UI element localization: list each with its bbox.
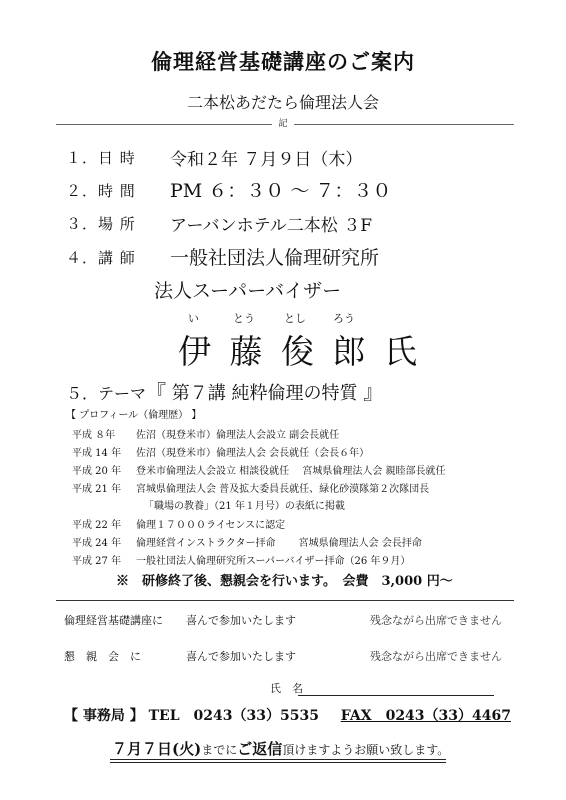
deadline-mid: までに xyxy=(201,743,238,757)
item-place-value: アーバンホテル二本松 ３F xyxy=(170,216,372,236)
name-label: 氏 名 xyxy=(270,682,303,695)
speaker-ruby-4: ろう xyxy=(333,312,355,325)
office-contact xyxy=(64,705,511,725)
profile-row: 平成 14 年 佐沼（現登米市）倫理法人会 会長就任（会長６年） xyxy=(72,448,370,459)
page-title: 倫理経営基礎講座のご案内 xyxy=(151,49,415,74)
item-lecturer-org: 一般社団法人倫理研究所 xyxy=(170,247,380,269)
cut-line xyxy=(56,600,514,601)
speaker-role: 法人スーパーバイザー xyxy=(154,280,342,302)
speaker-ruby-3: とし xyxy=(284,312,306,325)
theme-text: 第７講 純粋倫理の特質 xyxy=(166,383,364,404)
rsvp-party-decline-option[interactable]: 残念ながら出席できません xyxy=(370,650,502,663)
rsvp-party-label: 懇 親 会 に xyxy=(64,650,141,663)
profile-heading: 【 プロフィール（倫理歴） 】 xyxy=(66,410,202,421)
deadline-underline xyxy=(110,759,446,760)
deadline-date: ７月７日(火) xyxy=(112,740,202,758)
item-date-label: １．日 時 xyxy=(66,149,136,167)
theme-close-quote: 』 xyxy=(363,380,384,404)
organizer-name: 二本松あだたら倫理法人会 xyxy=(186,93,379,112)
item-date-value: 令和２年 ７月９日（木） xyxy=(170,150,363,170)
profile-row: 平成 ８年 佐沼（現登米市）倫理法人会設立 副会長就任 xyxy=(72,430,340,441)
office-tel: TEL 0243（33）5535 xyxy=(148,708,319,724)
speaker-name: 伊 藤 俊 郎 氏 xyxy=(178,332,421,371)
rsvp-course-label: 倫理経営基礎講座に xyxy=(64,614,163,627)
profile-row: 平成 21 年 宮城県倫理法人会 普及拡大委員長就任、緑化砂漠隊第２次隊団長 xyxy=(72,484,430,495)
item-time-label: ２．時 間 xyxy=(66,182,136,200)
reply-deadline xyxy=(112,738,449,759)
ki-mark: 記 xyxy=(0,116,566,129)
profile-row: 「職場の教養」（21 年１月号）の表紙に掲載 xyxy=(144,501,345,512)
item-time-value: PM ６：３０ 〜 ７：３０ xyxy=(170,180,392,202)
speaker-ruby-1: い xyxy=(188,312,199,325)
rsvp-course-decline-option[interactable]: 残念ながら出席できません xyxy=(370,614,502,627)
theme xyxy=(66,376,383,405)
profile-row: 平成 24 年 倫理経営インストラクター拝命 宮城県倫理法人会 会長拝命 xyxy=(72,538,422,549)
item-lecturer-label: ４．講 師 xyxy=(66,249,136,267)
theme-label: ５．テーマ xyxy=(66,384,147,403)
profile-row: 平成 22 年 倫理１７０００ライセンスに認定 xyxy=(72,520,286,531)
deadline-rest: 頂けますようお願い致します。 xyxy=(282,743,450,757)
rsvp-party-attend-option[interactable]: 喜んで参加いたします xyxy=(186,650,296,663)
speaker-ruby-2: とう xyxy=(233,312,255,325)
name-field[interactable] xyxy=(298,695,494,696)
deadline-underline-2 xyxy=(110,762,446,763)
office-fax: FAX 0243（33）4467 xyxy=(340,708,511,724)
profile-row: 平成 27 年 一般社団法人倫理研究所スーパーバイザー拝命（26 年９月） xyxy=(72,556,411,567)
item-place-label: ３．場 所 xyxy=(66,215,136,233)
theme-open-quote: 『 xyxy=(146,380,167,404)
office-label: 【 事務局 】 xyxy=(64,708,144,724)
rsvp-course-attend-option[interactable]: 喜んで参加いたします xyxy=(186,614,296,627)
deadline-reply: ご返信 xyxy=(237,740,283,758)
party-note: ※ 研修終了後、懇親会を行います。 会費 3,000 円〜 xyxy=(116,574,453,589)
profile-row: 平成 20 年 登米市倫理法人会設立 相談役就任 宮城県倫理法人会 親睦部長就任 xyxy=(72,466,446,477)
